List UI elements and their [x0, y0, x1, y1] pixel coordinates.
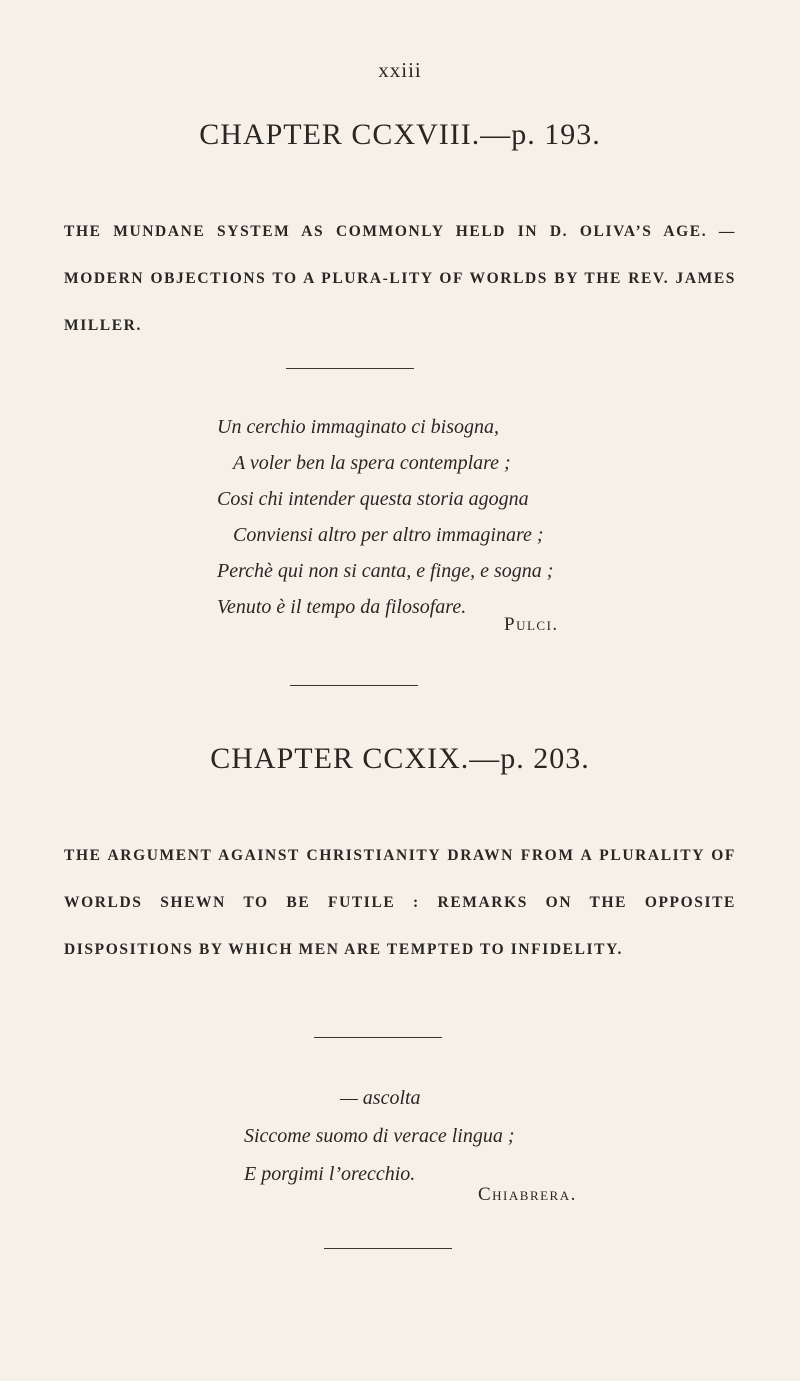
divider-rule	[286, 368, 414, 369]
verse-line: A voler ben la spera contemplare ;	[233, 452, 511, 474]
chapter-summary: THE ARGUMENT AGAINST CHRISTIANITY DRAWN FROM A PLURALITY OF WORLDS SHEWN TO BE FUTILE : REMARKS ON THE OPPOSITE DISPOSITIONS BY WHICH MEN ARE TEMPTED TO INFIDELITY.	[64, 847, 736, 958]
verse-line: Venuto è il tempo da filosofare.	[217, 596, 467, 618]
epigraph-attribution: Pulci.	[504, 614, 559, 635]
verse-line: Siccome suomo di verace lingua ;	[244, 1125, 515, 1147]
divider-rule	[314, 1037, 442, 1038]
page-number: xxiii	[378, 58, 422, 82]
verse-line: Un cerchio immaginato ci bisogna,	[217, 416, 500, 438]
chapter-heading: CHAPTER CCXIX.—p. 203.	[210, 742, 590, 775]
verse-line: Conviensi altro per altro immaginare ;	[233, 524, 544, 546]
chapter-heading: CHAPTER CCXVIII.—p. 193.	[199, 118, 601, 151]
epigraph-attribution: Chiabrera.	[478, 1184, 577, 1205]
verse-line: Perchè qui non si canta, e finge, e sogna ;	[217, 560, 554, 582]
verse-line: Cosi chi intender questa storia agogna	[217, 488, 529, 510]
verse-line: — ascolta	[340, 1087, 421, 1109]
divider-rule	[290, 685, 418, 686]
chapter-summary: THE MUNDANE SYSTEM AS COMMONLY HELD IN D. OLIVA’S AGE. — MODERN OBJECTIONS TO A PLURA-LITY OF WORLDS BY THE REV. JAMES MILLER.	[64, 223, 736, 334]
verse-line: E porgimi l’orecchio.	[244, 1163, 416, 1185]
divider-rule	[324, 1248, 452, 1249]
